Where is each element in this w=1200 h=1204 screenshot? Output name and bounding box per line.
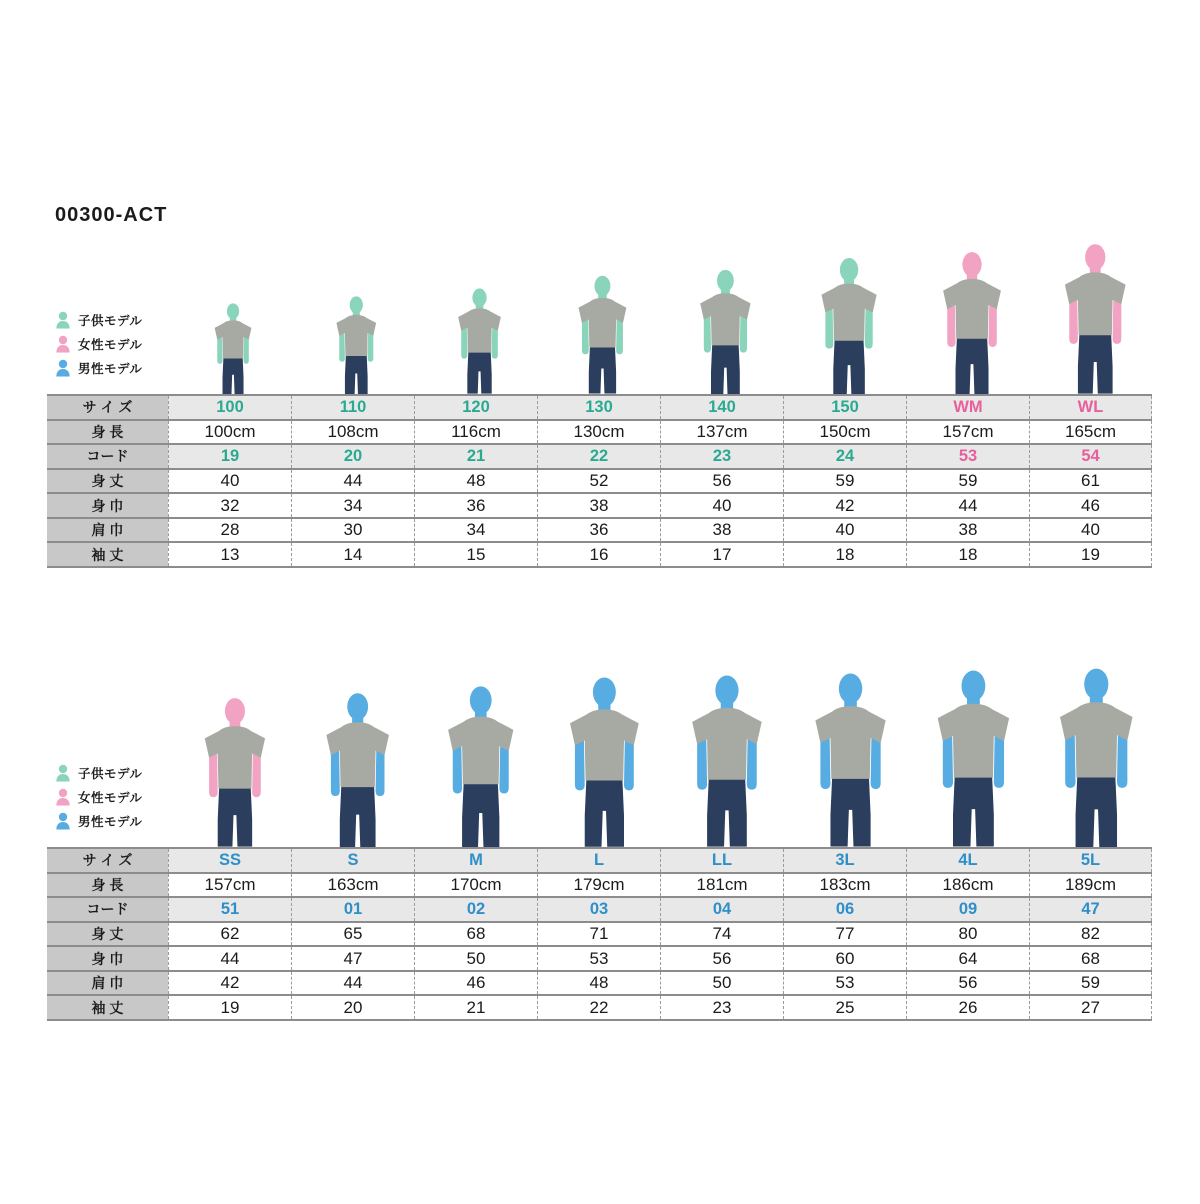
sleeve-length-cell: 18 xyxy=(783,543,906,566)
body-width-cell: 68 xyxy=(1029,947,1152,970)
row-label: 身 丈 xyxy=(47,470,168,493)
row-label: サ イ ズ xyxy=(47,849,168,872)
sleeve-length-cell: 25 xyxy=(783,996,906,1019)
height-cell: 163cm xyxy=(291,874,414,897)
row-height xyxy=(47,872,1152,897)
model-figure-L xyxy=(552,675,645,847)
male-model-icon xyxy=(55,812,71,830)
legend-item-label: 男性モデル xyxy=(78,815,143,829)
height-cell: 137cm xyxy=(660,421,783,444)
row-body-length xyxy=(47,921,1152,946)
body-width-cell: 46 xyxy=(1029,494,1152,517)
model-figure-100 xyxy=(205,302,255,394)
row-label: 身 丈 xyxy=(47,923,168,946)
shoulder-width-cell: 34 xyxy=(414,519,537,542)
sleeve-length-cell: 16 xyxy=(537,543,660,566)
model-figure-120 xyxy=(447,287,505,394)
height-cell: 183cm xyxy=(783,874,906,897)
female-model-icon xyxy=(55,788,71,806)
shoulder-width-cell: 40 xyxy=(1029,519,1152,542)
body-length-cell: 59 xyxy=(906,470,1029,493)
row-label: サ イ ズ xyxy=(47,396,168,419)
model-figure-140 xyxy=(687,268,755,394)
body-width-cell: 38 xyxy=(537,494,660,517)
code-cell: 53 xyxy=(906,445,1029,468)
height-cell: 170cm xyxy=(414,874,537,897)
size-cell: LL xyxy=(660,849,783,872)
body-length-cell: 74 xyxy=(660,923,783,946)
legend-item-label: 子供モデル xyxy=(78,314,143,328)
shoulder-width-cell: 44 xyxy=(291,972,414,995)
body-length-cell: 82 xyxy=(1029,923,1152,946)
row-body-length xyxy=(47,468,1152,493)
row-height xyxy=(47,419,1152,444)
model-figure-5L xyxy=(1041,666,1139,847)
row-size xyxy=(47,396,1152,419)
row-label: 身 巾 xyxy=(47,947,168,970)
body-length-cell: 48 xyxy=(414,470,537,493)
body-length-cell: 59 xyxy=(783,470,906,493)
height-cell: 116cm xyxy=(414,421,537,444)
size-cell: S xyxy=(291,849,414,872)
body-width-cell: 50 xyxy=(414,947,537,970)
body-width-cell: 36 xyxy=(414,494,537,517)
row-label: 身 巾 xyxy=(47,494,168,517)
row-sleeve-length xyxy=(47,994,1152,1019)
size-cell: 5L xyxy=(1029,849,1152,872)
code-cell: 20 xyxy=(291,445,414,468)
sleeve-length-cell: 19 xyxy=(168,996,291,1019)
model-figure-WL xyxy=(1049,242,1131,394)
legend-item-female xyxy=(55,785,205,809)
child-model-icon xyxy=(55,311,71,329)
body-length-cell: 65 xyxy=(291,923,414,946)
size-cell: 140 xyxy=(660,396,783,419)
code-cell: 23 xyxy=(660,445,783,468)
sleeve-length-cell: 27 xyxy=(1029,996,1152,1019)
body-length-cell: 80 xyxy=(906,923,1029,946)
legend-item-label: 女性モデル xyxy=(78,791,143,805)
body-length-cell: 61 xyxy=(1029,470,1152,493)
female-model-icon xyxy=(55,335,71,353)
code-cell: 03 xyxy=(537,898,660,921)
height-cell: 157cm xyxy=(168,874,291,897)
row-label: コード xyxy=(47,445,168,468)
size-table-kids-womens xyxy=(47,394,1152,568)
height-cell: 157cm xyxy=(906,421,1029,444)
code-cell: 19 xyxy=(168,445,291,468)
size-cell: 100 xyxy=(168,396,291,419)
shoulder-width-cell: 30 xyxy=(291,519,414,542)
size-cell: SS xyxy=(168,849,291,872)
row-label: 身 長 xyxy=(47,421,168,444)
height-cell: 179cm xyxy=(537,874,660,897)
body-width-cell: 42 xyxy=(783,494,906,517)
row-code xyxy=(47,443,1152,468)
legend-item-male xyxy=(55,356,205,380)
row-label: 肩 巾 xyxy=(47,972,168,995)
size-cell: M xyxy=(414,849,537,872)
male-model-icon xyxy=(55,359,71,377)
model-figure-S xyxy=(310,691,395,847)
code-cell: 06 xyxy=(783,898,906,921)
size-cell: WM xyxy=(906,396,1029,419)
model-figure-3L xyxy=(797,671,892,847)
body-width-cell: 56 xyxy=(660,947,783,970)
model-figure-4L xyxy=(919,668,1016,847)
sleeve-length-cell: 23 xyxy=(660,996,783,1019)
shoulder-width-cell: 59 xyxy=(1029,972,1152,995)
size-cell: 3L xyxy=(783,849,906,872)
body-width-cell: 44 xyxy=(906,494,1029,517)
body-width-cell: 47 xyxy=(291,947,414,970)
row-shoulder-width xyxy=(47,970,1152,995)
body-width-cell: 44 xyxy=(168,947,291,970)
shoulder-width-cell: 36 xyxy=(537,519,660,542)
body-length-cell: 62 xyxy=(168,923,291,946)
shoulder-width-cell: 48 xyxy=(537,972,660,995)
sleeve-length-cell: 17 xyxy=(660,543,783,566)
sleeve-length-cell: 19 xyxy=(1029,543,1152,566)
legend-kids-table xyxy=(55,308,205,380)
size-table-adults xyxy=(47,847,1152,1021)
model-figure-WM xyxy=(928,250,1006,394)
sleeve-length-cell: 18 xyxy=(906,543,1029,566)
body-length-cell: 52 xyxy=(537,470,660,493)
shoulder-width-cell: 53 xyxy=(783,972,906,995)
row-label: 肩 巾 xyxy=(47,519,168,542)
size-cell: L xyxy=(537,849,660,872)
size-cell: 110 xyxy=(291,396,414,419)
body-width-cell: 32 xyxy=(168,494,291,517)
model-figure-150 xyxy=(807,256,882,394)
row-label: 身 長 xyxy=(47,874,168,897)
height-cell: 130cm xyxy=(537,421,660,444)
shoulder-width-cell: 56 xyxy=(906,972,1029,995)
body-width-cell: 64 xyxy=(906,947,1029,970)
shoulder-width-cell: 40 xyxy=(783,519,906,542)
size-cell: 4L xyxy=(906,849,1029,872)
code-cell: 21 xyxy=(414,445,537,468)
sleeve-length-cell: 15 xyxy=(414,543,537,566)
body-length-cell: 68 xyxy=(414,923,537,946)
model-figure-130 xyxy=(566,274,631,394)
legend-item-child xyxy=(55,761,205,785)
legend-item-male xyxy=(55,809,205,833)
height-cell: 165cm xyxy=(1029,421,1152,444)
shoulder-width-cell: 38 xyxy=(660,519,783,542)
size-cell: 130 xyxy=(537,396,660,419)
legend-adult-table xyxy=(55,761,205,833)
code-cell: 01 xyxy=(291,898,414,921)
code-cell: 51 xyxy=(168,898,291,921)
shoulder-width-cell: 46 xyxy=(414,972,537,995)
body-width-cell: 34 xyxy=(291,494,414,517)
code-cell: 24 xyxy=(783,445,906,468)
height-cell: 108cm xyxy=(291,421,414,444)
row-body-width xyxy=(47,492,1152,517)
row-label: 袖 丈 xyxy=(47,543,168,566)
body-width-cell: 40 xyxy=(660,494,783,517)
code-cell: 47 xyxy=(1029,898,1152,921)
body-length-cell: 40 xyxy=(168,470,291,493)
child-model-icon xyxy=(55,764,71,782)
code-cell: 09 xyxy=(906,898,1029,921)
code-cell: 22 xyxy=(537,445,660,468)
height-cell: 150cm xyxy=(783,421,906,444)
row-label: 袖 丈 xyxy=(47,996,168,1019)
shoulder-width-cell: 42 xyxy=(168,972,291,995)
row-size xyxy=(47,849,1152,872)
height-cell: 181cm xyxy=(660,874,783,897)
body-width-cell: 60 xyxy=(783,947,906,970)
shoulder-width-cell: 38 xyxy=(906,519,1029,542)
shoulder-width-cell: 50 xyxy=(660,972,783,995)
row-label: コード xyxy=(47,898,168,921)
body-length-cell: 44 xyxy=(291,470,414,493)
row-code xyxy=(47,896,1152,921)
legend-item-label: 子供モデル xyxy=(78,767,143,781)
shoulder-width-cell: 28 xyxy=(168,519,291,542)
sleeve-length-cell: 14 xyxy=(291,543,414,566)
legend-item-label: 女性モデル xyxy=(78,338,143,352)
body-length-cell: 77 xyxy=(783,923,906,946)
sleeve-length-cell: 21 xyxy=(414,996,537,1019)
model-figure-110 xyxy=(326,295,380,394)
body-length-cell: 56 xyxy=(660,470,783,493)
code-cell: 02 xyxy=(414,898,537,921)
size-cell: 120 xyxy=(414,396,537,419)
sleeve-length-cell: 22 xyxy=(537,996,660,1019)
sleeve-length-cell: 13 xyxy=(168,543,291,566)
legend-item-child xyxy=(55,308,205,332)
legend-item-label: 男性モデル xyxy=(78,362,143,376)
row-sleeve-length xyxy=(47,541,1152,566)
height-cell: 189cm xyxy=(1029,874,1152,897)
product-code-title: 00300-ACT xyxy=(55,204,168,226)
legend-item-female xyxy=(55,332,205,356)
code-cell: 04 xyxy=(660,898,783,921)
model-figure-M xyxy=(431,684,520,847)
row-body-width xyxy=(47,945,1152,970)
model-figure-LL xyxy=(674,673,768,847)
body-width-cell: 53 xyxy=(537,947,660,970)
row-shoulder-width xyxy=(47,517,1152,542)
size-cell: 150 xyxy=(783,396,906,419)
sleeve-length-cell: 20 xyxy=(291,996,414,1019)
size-cell: WL xyxy=(1029,396,1152,419)
body-length-cell: 71 xyxy=(537,923,660,946)
code-cell: 54 xyxy=(1029,445,1152,468)
height-cell: 186cm xyxy=(906,874,1029,897)
height-cell: 100cm xyxy=(168,421,291,444)
sleeve-length-cell: 26 xyxy=(906,996,1029,1019)
